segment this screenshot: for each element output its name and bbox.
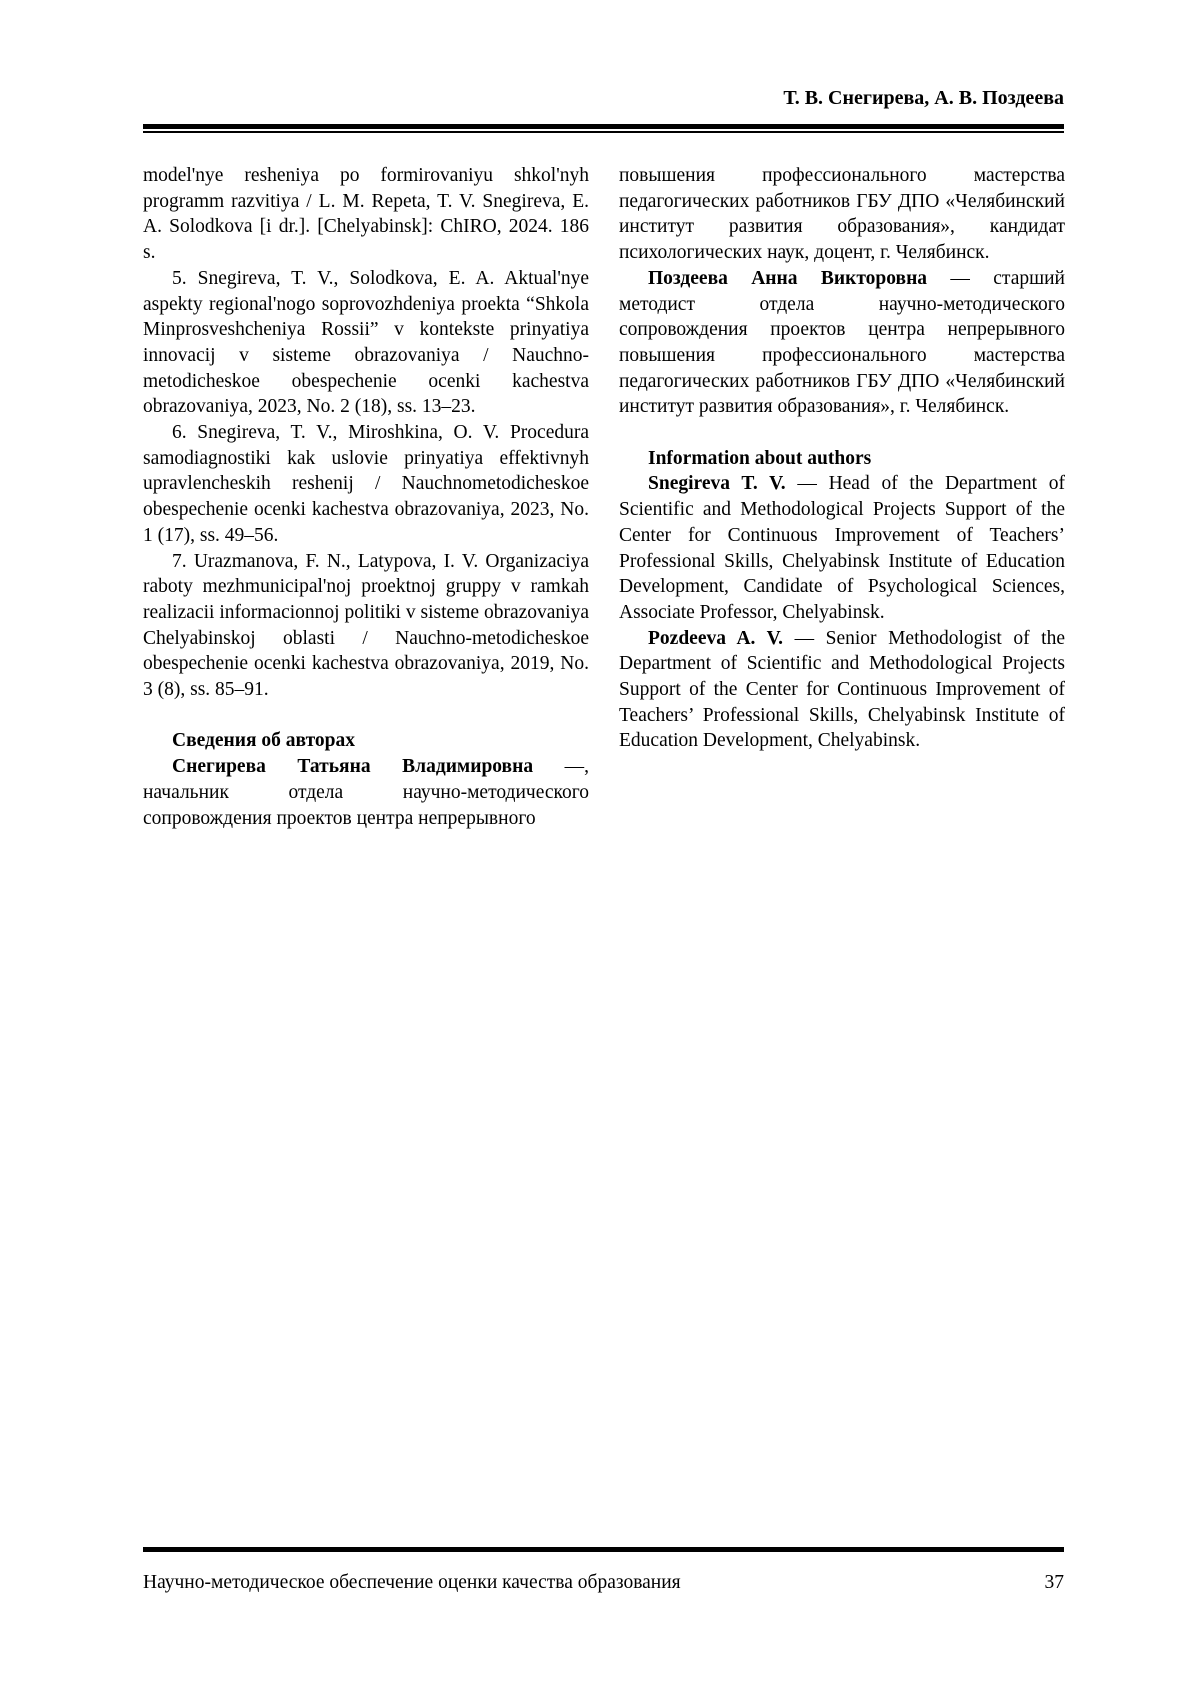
- author-2-name-ru: Поздеева Анна Викторовна: [648, 268, 927, 289]
- authors-heading-en: Information about authors: [619, 446, 1065, 472]
- author-1-name-ru: Снегирева Татьяна Владимировна: [172, 756, 533, 777]
- footer-journal-title: Научно-методическое обеспечение оценки качества образования: [143, 1571, 681, 1595]
- author-2-name-en: Pozdeeva A. V.: [648, 628, 783, 649]
- reference-7: 7. Urazmanova, F. N., Latypova, I. V. Organizaciya raboty mezhmunicipal'noj proektnoj gruppy v ramkah realizacii informacionnoj politiki v sisteme obrazovaniya Chelyabinskoj oblasti / Nauchno-metodicheskoe obespechenie ocenki kachestva obrazovaniya, 2019, No. 3 (8), ss. 85–91.: [143, 549, 589, 703]
- author-1-ru: [143, 754, 589, 831]
- author-1-description-ru-continued: повышения профессионального мастерства педагогических работников ГБУ ДПО «Челябинский институт развития образования», кандидат психологических наук, доцент, г. Челябинск.: [619, 163, 1065, 266]
- author-2-en: [619, 626, 1065, 755]
- author-2-description-en: — Senior Methodologist of the Department of Scientific and Methodological Projects Support of the Center for Continuous Improvement of Teachers’ Professional Skills, Chelyabinsk Institute of Education Development, Chelyabinsk.: [619, 628, 1065, 752]
- reference-4-continued: model'nye resheniya po formirovaniyu shkol'nyh programm razvitiya / L. M. Repeta, T. V. Snegireva, E. A. Solodkova [i dr.]. [Chelyabinsk]: ChIRO, 2024. 186 s.: [143, 163, 589, 266]
- right-column: [619, 163, 1065, 754]
- authors-heading-ru: Сведения об авторах: [143, 728, 589, 754]
- footer-rule: [143, 1547, 1064, 1552]
- author-1-description-en: — Head of the Department of Scientific and Methodological Projects Support of the Center for Continuous Improvement of Teachers’ Professional Skills, Chelyabinsk Institute of Education Development, Candidate of Psychological Sciences, Associate Professor, Chelyabinsk.: [619, 473, 1065, 623]
- author-1-name-en: Snegireva T. V.: [648, 473, 786, 494]
- reference-5: 5. Snegireva, T. V., Solodkova, E. A. Aktual'nye aspekty regional'nogo soprovozhdeniya proekta “Shkola Minprosveshcheniya Rossii” v kontekste prinyatiya innovacij v sisteme obrazovaniya / Nauchno-metodicheskoe obespechenie ocenki kachestva obrazovaniya, 2023, No. 2 (18), ss. 13–23.: [143, 266, 589, 420]
- left-column: [143, 163, 589, 831]
- author-1-en: [619, 471, 1065, 625]
- author-2-ru: [619, 266, 1065, 420]
- author-2-description-ru: — старший методист отдела научно-методического сопровождения проектов центра непрерывного повышения профессионального мастерства педагогических работников ГБУ ДПО «Челябинский институт развития образования», г. Челябинск.: [619, 268, 1065, 418]
- author-1-description-ru: —, начальник отдела научно-методического сопровождения проектов центра непрерывного: [143, 756, 589, 828]
- page-number: 37: [1045, 1571, 1065, 1595]
- header-rule-thin: [143, 131, 1064, 133]
- reference-6: 6. Snegireva, T. V., Miroshkina, O. V. Procedura samodiagnostiki kak uslovie prinyatiya effektivnyh upravlencheskih reshenij / Nauchnometodicheskoe obespechenie ocenki kachestva obrazovaniya, 2023, No. 1 (17), ss. 49–56.: [143, 420, 589, 549]
- running-head: Т. В. Снегирева, А. В. Поздеева: [783, 86, 1064, 110]
- header-rule-thick: [143, 124, 1064, 129]
